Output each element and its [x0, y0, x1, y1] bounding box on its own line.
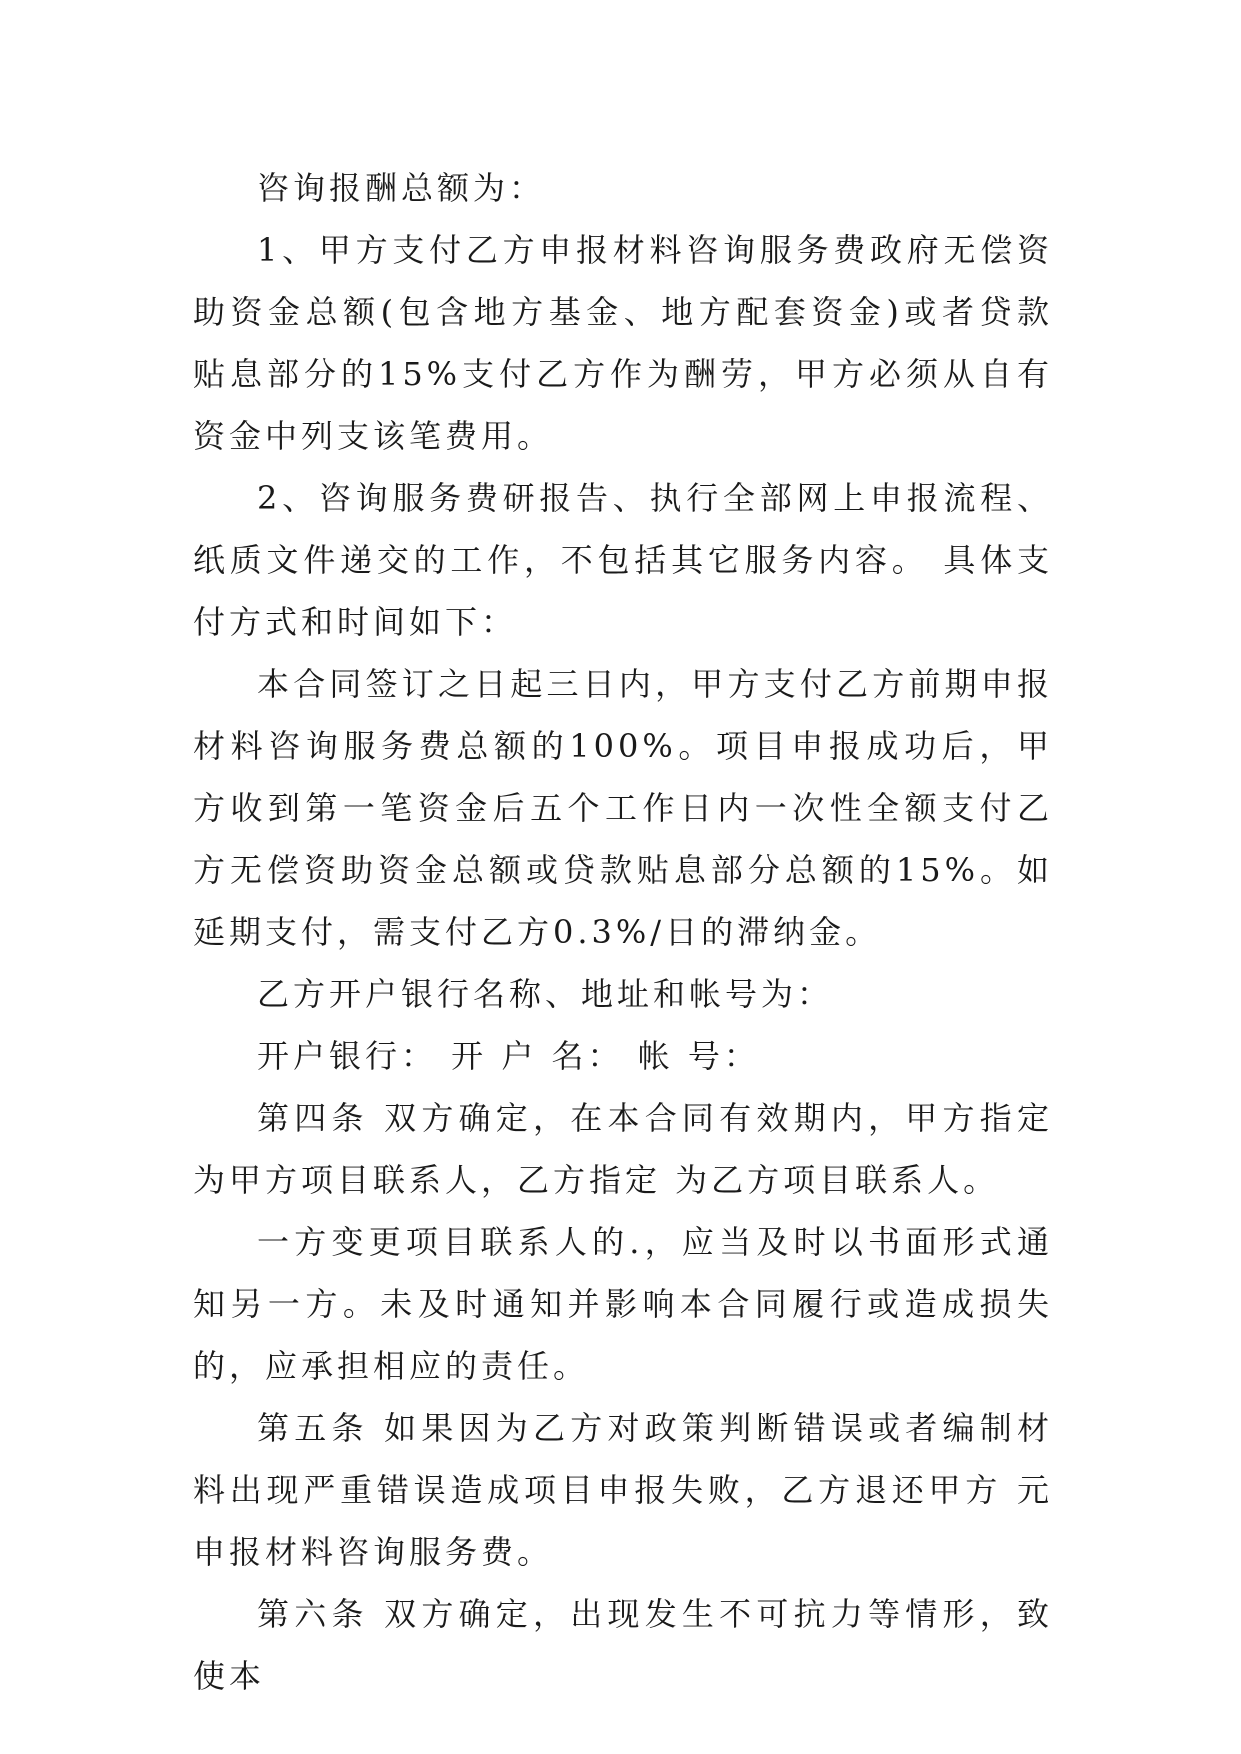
- paragraph-fee-item-2: 2、咨询服务费研报告、执行全部网上申报流程、纸质文件递交的工作，不包括其它服务内容。 具体支付方式和时间如下：: [193, 479, 1053, 641]
- paragraph-payment-schedule: 本合同签订之日起三日内，甲方支付乙方前期申报材料咨询服务费总额的100%。项目申报成功后，甲方收到第一笔资金后五个工作日内一次性全额支付乙方无偿资助资金总额或贷款贴息部分总额的15%。如延期支付，需支付乙方0.3%/日的滞纳金。: [193, 665, 1053, 951]
- paragraph-contact-change: 一方变更项目联系人的.，应当及时以书面形式通知另一方。未及时通知并影响本合同履行或造成损失的，应承担相应的责任。: [193, 1223, 1053, 1385]
- paragraph-bank-info-heading: 乙方开户银行名称、地址和帐号为：: [257, 975, 834, 1013]
- paragraph-fee-item-1: 1、甲方支付乙方申报材料咨询服务费政府无偿资助资金总额(包含地方基金、地方配套资金)或者贷款贴息部分的15%支付乙方作为酬劳，甲方必须从自有资金中列支该笔费用。: [193, 231, 1053, 455]
- paragraph-article-4: 第四条 双方确定，在本合同有效期内，甲方指定为甲方项目联系人，乙方指定 为乙方项目联系人。: [193, 1099, 1053, 1199]
- document-body: [193, 157, 1053, 1707]
- paragraph-bank-info-fields: 开户银行： 开 户 名： 帐 号：: [257, 1037, 760, 1075]
- paragraph-article-5: 第五条 如果因为乙方对政策判断错误或者编制材料出现严重错误造成项目申报失败，乙方退还甲方 元申报材料咨询服务费。: [193, 1409, 1053, 1571]
- paragraph-article-6: 第六条 双方确定，出现发生不可抗力等情形，致使本: [193, 1595, 1053, 1695]
- paragraph-fee-total-heading: 咨询报酬总额为：: [257, 169, 546, 207]
